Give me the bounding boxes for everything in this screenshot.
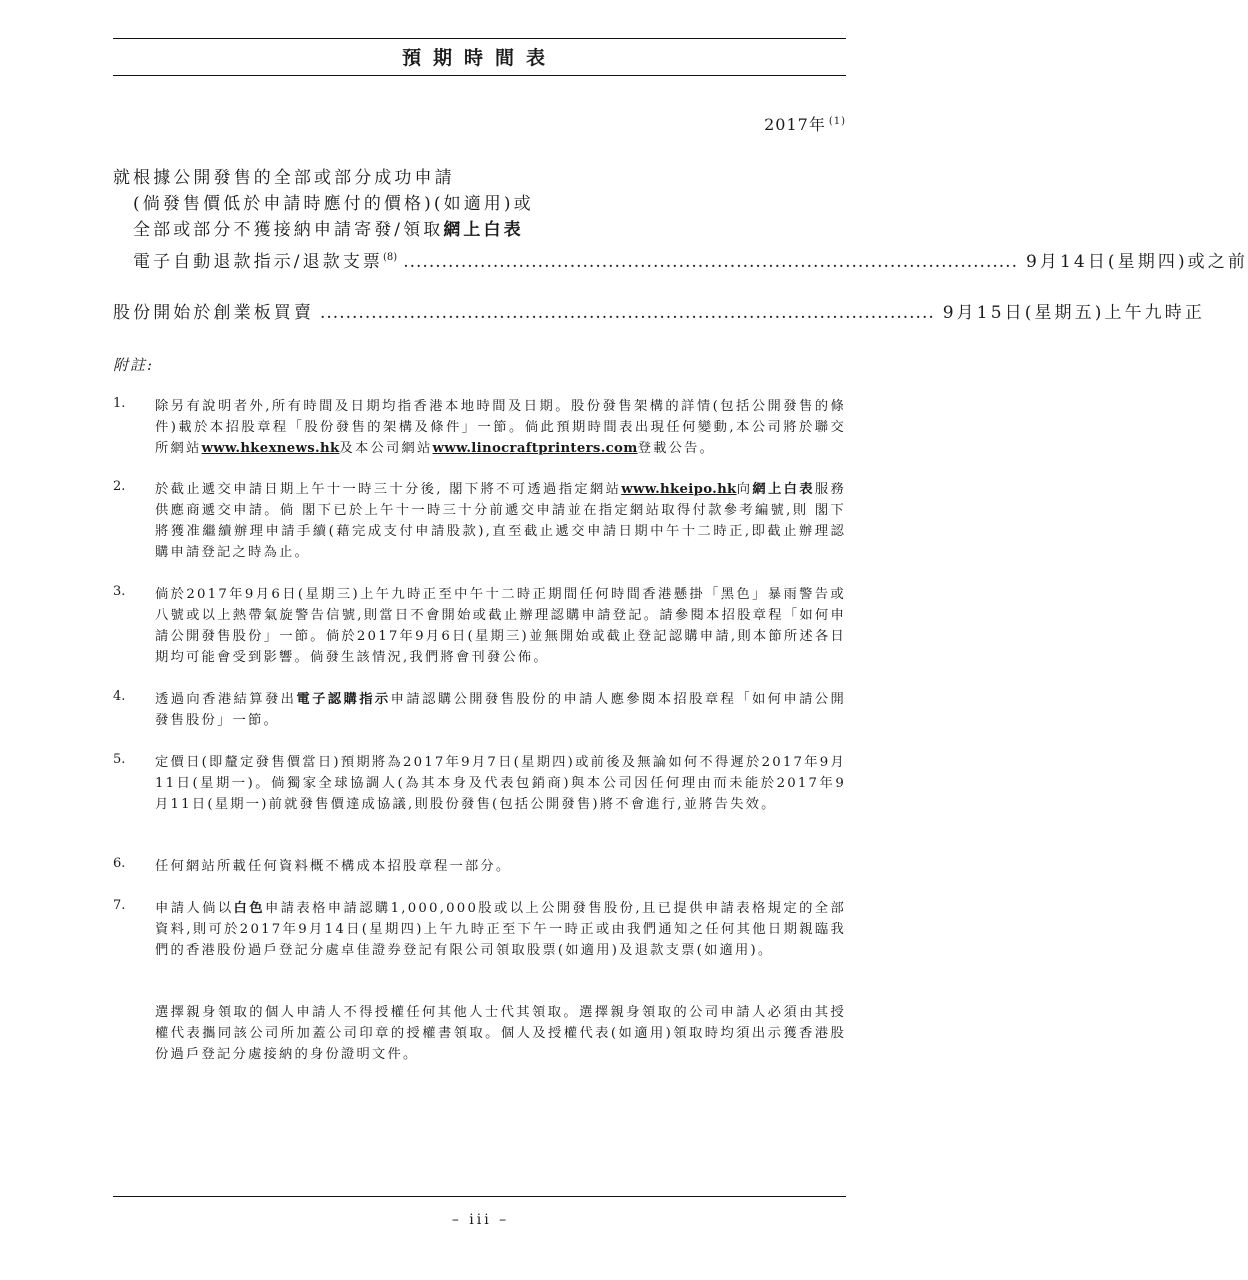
electronic-instructions-bold: 電子認購指示	[296, 692, 391, 707]
white-form-bold: 網上白表	[752, 482, 815, 497]
note-2-text-1: 於截止遞交申請日期上午十一時三十分後, 閣下將不可透過指定網站	[155, 482, 622, 497]
trading-row	[113, 300, 1205, 326]
refund-label	[133, 245, 397, 275]
year-text: 2017年	[764, 115, 826, 134]
note-body	[155, 396, 846, 459]
note-body: 選擇親身領取的個人申請人不得授權任何其他人士代其領取。選擇親身領取的公司申請人必須由其授權代表攜同該公司所加蓋公司印章的授權書領取。個人及授權代表(如適用)領取時均須出示獲香港股份過戶登記分處接納的身份證明文件。	[155, 1005, 846, 1062]
trading-label: 股份開始於創業板買賣	[113, 303, 314, 323]
note-1-text-3: 登載公告。	[637, 441, 716, 456]
white-form-bold: 網上白表	[443, 220, 524, 240]
hkexnews-link[interactable]: www.hkexnews.hk	[201, 441, 340, 456]
note-4-text-1: 透過向香港結算發出	[155, 692, 297, 707]
note-number: 6.	[113, 856, 126, 871]
note-number: 1.	[113, 396, 126, 411]
note-body	[155, 898, 846, 961]
footer-rule	[113, 1196, 846, 1197]
year-note-ref: (1)	[828, 116, 846, 127]
header-rule-top	[113, 38, 846, 39]
note-2-text-2: 向	[736, 482, 753, 497]
trading-leader: ................................................................................................	[320, 303, 935, 323]
note-number: 2.	[113, 479, 126, 494]
header-rule-bottom	[113, 75, 846, 76]
note-1-text-1: 除另有說明者外,所有時間及日期均指香港本地時間及日期。股份發售架構的詳情(包括公開發售的條件)載於本招股章程「股份發售的架構及條件」一節。倘此預期時間表出現任何變動,本公司將於聯交所網站	[155, 399, 846, 456]
note-body: 倘於2017年9月6日(星期三)上午九時正至中午十二時正期間任何時間香港懸掛「黑色」暴雨警告或八號或以上熱帶氣旋警告信號,則當日不會開始或截止辦理認購申請登記。請參閱本招股章程「如何申請公開發售股份」一節。倘於2017年9月6日(星期三)並無開始或截止登記認購申請,則本節所述各日期均可能會受到影響。倘發生該情況,我們將會刊發公佈。	[155, 587, 846, 665]
page-number: – iii –	[451, 1212, 510, 1228]
note-4-text-2: 申請認購公開發售股份的申請人應參閱本招股章程「如何申請公開發售股份」一節。	[155, 692, 846, 728]
note-body: 任何網站所載任何資料概不構成本招股章程一部分。	[155, 859, 512, 874]
refund-line-2: (倘發售價低於申請時應付的價格)(如適用)或	[133, 194, 534, 214]
page-title: 預期時間表	[401, 47, 557, 69]
note-3	[113, 584, 846, 668]
note-2	[113, 479, 846, 563]
note-1-text-2: 及本公司網站	[339, 441, 433, 456]
refund-note-ref: (8)	[383, 252, 398, 263]
note-7-paragraph-2	[113, 1002, 846, 1065]
note-number: 5.	[113, 752, 126, 767]
year-label	[764, 112, 846, 135]
note-number: 4.	[113, 689, 126, 704]
note-6	[113, 856, 846, 877]
refund-label-text: 電子自動退款指示/退款支票	[133, 252, 384, 272]
note-body	[155, 689, 846, 731]
refund-leader: ................................................................................................	[403, 252, 1018, 272]
note-1	[113, 396, 846, 459]
refund-line-3	[133, 217, 846, 243]
note-5	[113, 752, 846, 815]
note-7-text-2: 申請表格申請認購1,000,000股或以上公開發售股份,且已提供申請表格規定的全部資料,則可於2017年9月14日(星期四)上午九時正至下午一時正或由我們通知之任何其他日期親臨我們的香港股份過戶登記分處卓佳證券登記有限公司領取股票(如適用)及退款支票(如適用)。	[155, 901, 847, 958]
white-form-color-bold: 白色	[233, 901, 265, 916]
notes-title: 附註:	[113, 356, 155, 374]
trading-date: 9月15日(星期五)上午九時正	[942, 303, 1205, 323]
refund-line-1: 就根據公開發售的全部或部分成功申請	[113, 168, 455, 188]
company-website-link[interactable]: www.linocraftprinters.com	[432, 441, 638, 456]
note-body: 定價日(即釐定發售價當日)預期將為2017年9月7日(星期四)或前後及無論如何不得遲於2017年9月11日(星期一)。倘獨家全球協調人(為其本身及代表包銷商)與本公司因任何理由而未能於2017年9月11日(星期一)前就發售價達成協議,則股份發售(包括公開發售)將不會進行,並將告失效。	[155, 755, 846, 812]
note-7	[113, 898, 846, 961]
note-body	[155, 479, 846, 563]
note-7-text-1: 申請人倘以	[155, 901, 234, 916]
note-2-text-3: 服務供應商遞交申請。倘 閣下已於上午十一時三十分前遞交申請並在指定網站取得付款參考編號,則 閣下將獲准繼續辦理申請手續(藉完成支付申請股款),直至截止遞交申請日期中午十二時正,即截止辦理認購申請登記之時為止。	[155, 482, 846, 560]
hkeipo-link[interactable]: www.hkeipo.hk	[621, 482, 737, 497]
refund-line-3-text: 全部或部分不獲接納申請寄發/領取	[133, 220, 444, 240]
note-number: 3.	[113, 584, 126, 599]
refund-row	[133, 245, 1248, 275]
note-4	[113, 689, 846, 731]
refund-date: 9月14日(星期四)或之前	[1025, 252, 1248, 272]
note-number: 7.	[113, 898, 126, 913]
